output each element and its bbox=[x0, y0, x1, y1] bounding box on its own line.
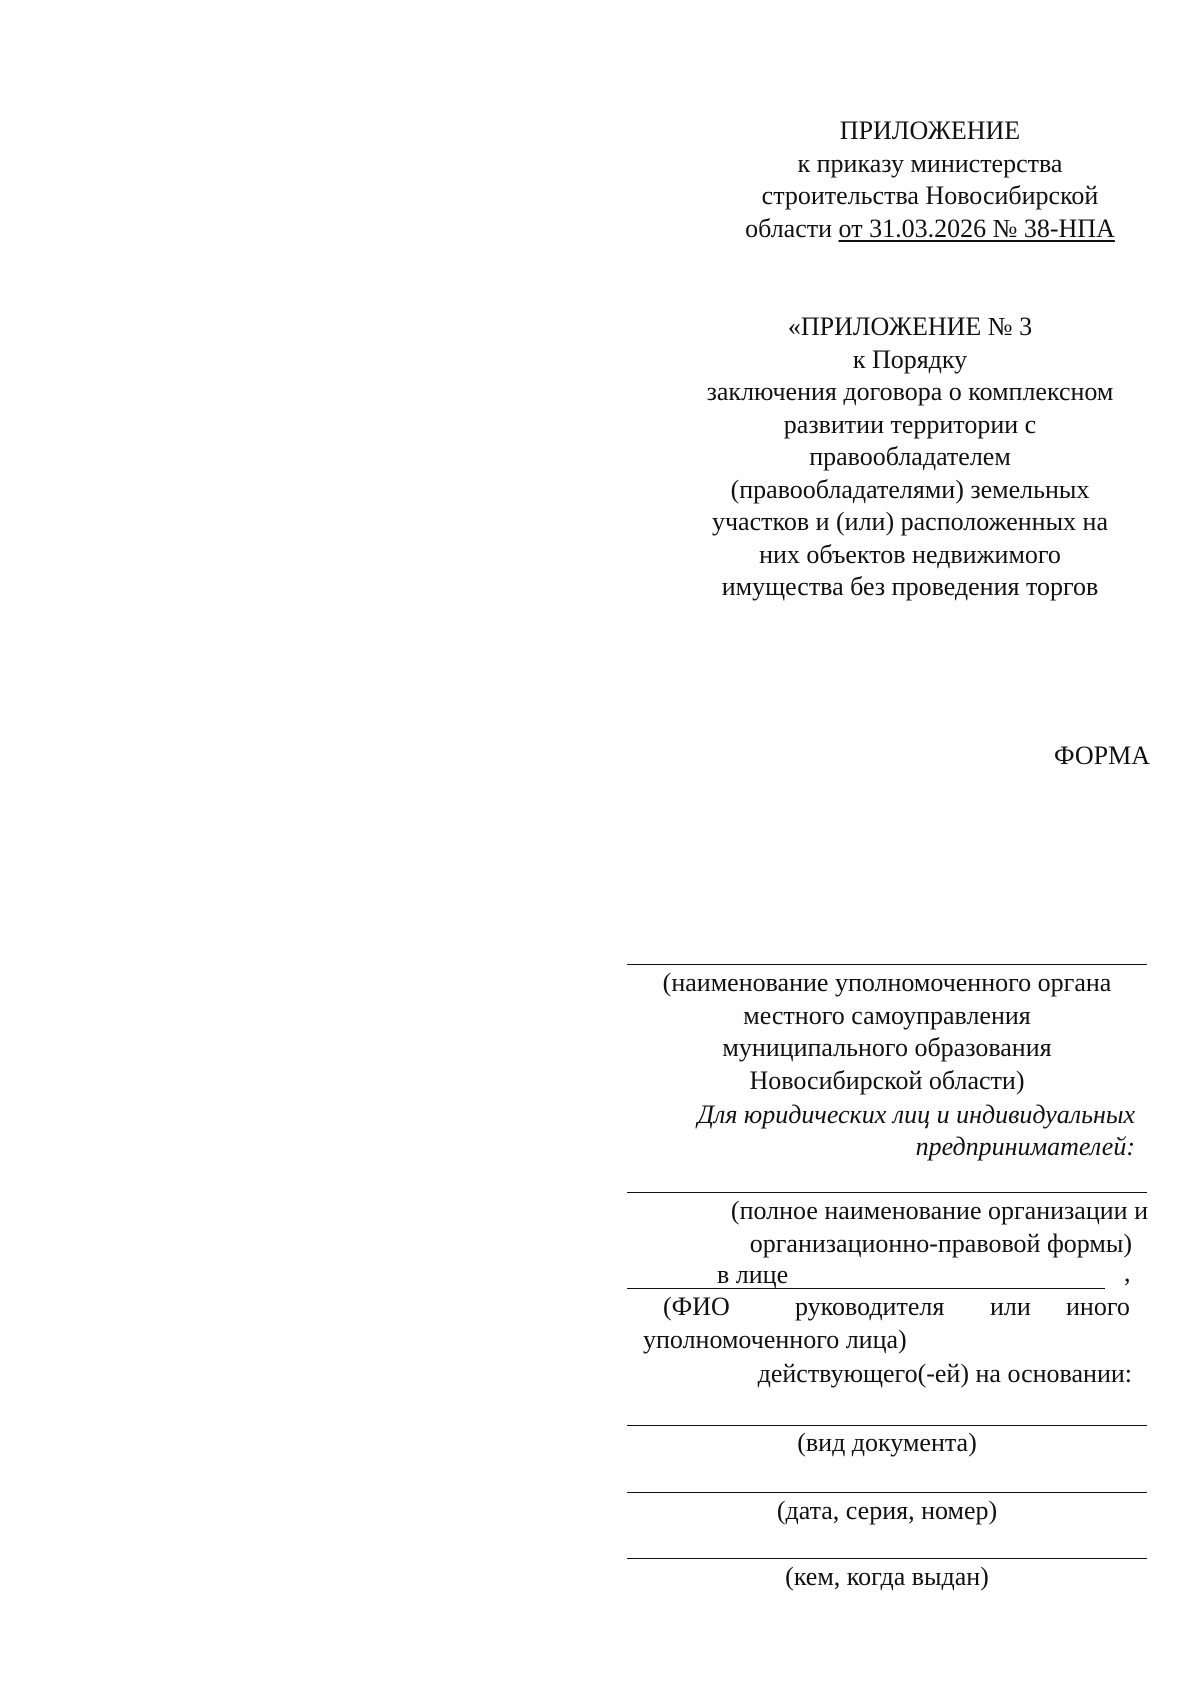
issued-by-line bbox=[627, 1558, 1147, 1559]
comma: , bbox=[1124, 1258, 1131, 1287]
authority-caption-line: муниципального образования bbox=[722, 1033, 1052, 1062]
organization-name-line bbox=[627, 1192, 1147, 1193]
in-person-label: в лице bbox=[717, 1260, 789, 1289]
appendix-3-header bbox=[670, 311, 1150, 604]
legal-entities-heading: Для юридических лиц и индивидуальных bbox=[697, 1100, 1135, 1129]
form-label: ФОРМА bbox=[1054, 741, 1150, 770]
appendix-3-line: них объектов недвижимого bbox=[759, 539, 1061, 569]
appendix-3-line: участков и (или) расположенных на bbox=[711, 507, 1109, 536]
head-caption-word: руководителя bbox=[795, 1292, 945, 1321]
appendix-header bbox=[700, 115, 1160, 245]
organization-caption-line: (полное наименование организации и bbox=[730, 1196, 1148, 1225]
head-caption-line-2: уполномоченного лица) bbox=[643, 1325, 907, 1354]
appendix-3-line: (правообладателями) земельных bbox=[730, 474, 1090, 504]
appendix-line-3 bbox=[700, 213, 1160, 246]
appendix-line-3-prefix: области bbox=[745, 213, 839, 243]
issued-by-caption: (кем, когда выдан) bbox=[785, 1562, 989, 1591]
date-series-line bbox=[627, 1492, 1147, 1493]
date-series-caption: (дата, серия, номер) bbox=[776, 1496, 998, 1525]
authority-caption-line: Новосибирской области) bbox=[749, 1066, 1025, 1095]
head-caption-word: иного bbox=[1066, 1292, 1130, 1321]
appendix-line-1: к приказу министерства bbox=[797, 148, 1063, 178]
appendix-3-line: к Порядку bbox=[852, 344, 968, 374]
document-type-line bbox=[627, 1425, 1147, 1426]
document-type-caption: (вид документа) bbox=[797, 1428, 977, 1457]
legal-entities-heading: предпринимателей: bbox=[915, 1132, 1135, 1161]
acting-basis-label: действующего(-ей) на основании: bbox=[757, 1359, 1132, 1388]
appendix-3-line: развитии территории с bbox=[783, 409, 1037, 439]
appendix-line-2: строительства Новосибирской bbox=[761, 181, 1099, 210]
head-caption-word: (ФИО bbox=[663, 1292, 730, 1321]
appendix-3-title: «ПРИЛОЖЕНИЕ № 3 bbox=[787, 312, 1033, 341]
organization-caption-line: организационно-правовой формы) bbox=[749, 1229, 1132, 1258]
appendix-3-line: заключения договора о комплексном bbox=[706, 377, 1114, 406]
authority-name-line bbox=[627, 964, 1147, 965]
appendix-3-line: имущества без проведения торгов bbox=[721, 572, 1099, 601]
authority-caption-line: местного самоуправления bbox=[743, 1001, 1031, 1030]
appendix-3-line: правообладателем bbox=[809, 442, 1011, 471]
order-reference: от 31.03.2026 № 38-НПА bbox=[838, 213, 1115, 243]
appendix-title: ПРИЛОЖЕНИЕ bbox=[839, 116, 1021, 145]
head-caption-word: или bbox=[990, 1292, 1031, 1321]
authority-caption-line: (наименование уполномоченного органа bbox=[662, 968, 1112, 997]
head-name-line bbox=[627, 1288, 1105, 1289]
